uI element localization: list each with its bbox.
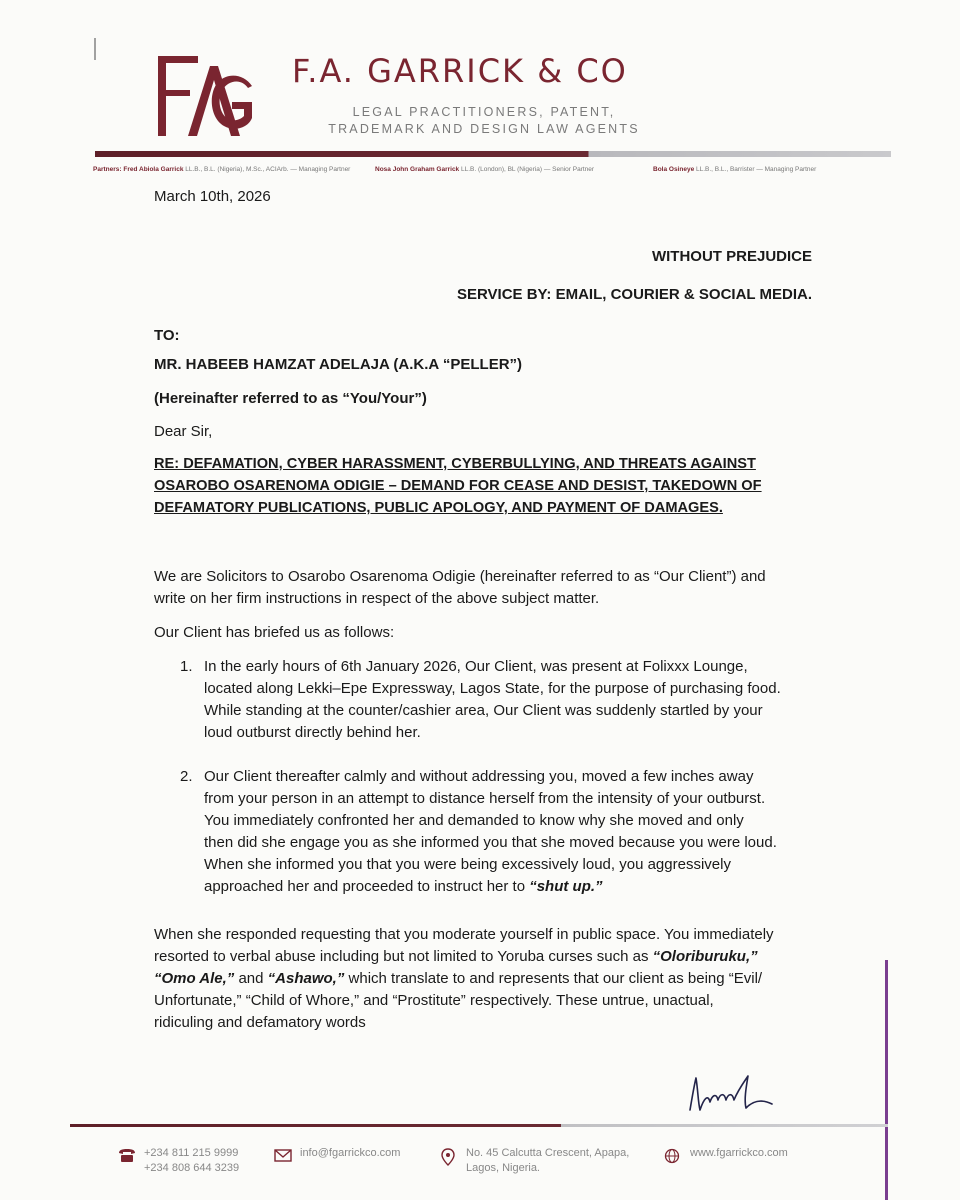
without-prejudice-marking: WITHOUT PREJUDICE xyxy=(651,248,812,265)
text-line: loud outburst directly behind her. xyxy=(204,724,421,741)
service-line: SERVICE BY: EMAIL, COURIER & SOCIAL MEDIA. xyxy=(456,286,812,303)
partner-name: Nosa John Graham Garrick xyxy=(375,166,460,173)
quoted-phrase: “shut up.” xyxy=(529,878,603,895)
partner-detail: LL.B., B.L., Barrister — Managing Partner xyxy=(696,166,817,173)
phone-icon xyxy=(118,1148,136,1162)
phone-number: +234 811 215 9999 xyxy=(144,1147,239,1159)
text-line: You immediately confronted her and demanded to know why she moved and only xyxy=(204,812,744,829)
subject-line: RE: DEFAMATION, CYBER HARASSMENT, CYBERBULLYING, AND THREATS AGAINST xyxy=(154,456,756,472)
text-line: When she informed you that you were being excessively loud, you aggressively xyxy=(204,856,731,873)
website-url: www.fgarrickco.com xyxy=(690,1147,788,1159)
text-line: Our Client thereafter calmly and without addressing you, moved a few inches away xyxy=(204,768,754,785)
text-line xyxy=(154,946,774,968)
recipient-name: MR. HABEEB HAMZAT ADELAJA (A.K.A “PELLER”) xyxy=(154,356,523,373)
text-run: which translate to and represents that our client as being “Evil/ xyxy=(344,970,763,987)
firm-name: F.A. GARRICK & CO xyxy=(292,52,628,90)
globe-icon xyxy=(664,1148,680,1164)
intro-paragraph xyxy=(154,566,766,610)
list-number: 1. xyxy=(180,658,193,675)
text-line: Our Client has briefed us as follows: xyxy=(154,624,395,641)
text-line: from your person in an attempt to distance herself from the intensity of your outburst. xyxy=(204,790,766,807)
firm-subtitle-line: LEGAL PRACTITIONERS, PATENT, xyxy=(352,105,616,119)
partner-name: Bola Osineye xyxy=(653,166,695,173)
quoted-phrase: “Oloriburuku,” xyxy=(652,948,758,965)
partner-detail: LL.B., B.L. (Nigeria), M.Sc., ACIArb. — Managing Partner xyxy=(185,166,351,173)
header-rule xyxy=(95,151,891,157)
quoted-phrase: “Ashawo,” xyxy=(267,970,345,987)
letter-date: March 10th, 2026 xyxy=(154,188,271,205)
text-line: Unfortunate,” “Child of Whore,” and “Prostitute” respectively. These untrue, unactual, xyxy=(154,992,714,1009)
scan-mark xyxy=(94,38,96,60)
margin-mark xyxy=(885,960,888,1200)
phone-number: +234 808 644 3239 xyxy=(144,1162,240,1174)
subject-heading xyxy=(154,453,814,519)
text-line: When she responded requesting that you moderate yourself in public space. You immediately xyxy=(154,926,774,943)
text-run: and xyxy=(234,970,268,987)
text-line: write on her firm instructions in respect of the above subject matter. xyxy=(154,590,600,607)
abuse-paragraph xyxy=(154,924,774,1034)
partners-line xyxy=(93,166,893,180)
subject-line: OSAROBO OSARENOMA ODIGIE – DEMAND FOR CEASE AND DESIST, TAKEDOWN OF xyxy=(154,478,762,494)
address-line: No. 45 Calcutta Crescent, Apapa, xyxy=(466,1147,630,1159)
list-number: 2. xyxy=(180,768,193,785)
signature-icon xyxy=(686,1068,776,1118)
list-item-1 xyxy=(204,656,781,744)
salutation: Dear Sir, xyxy=(154,423,213,440)
text-line xyxy=(204,876,777,898)
briefed-paragraph xyxy=(154,622,394,644)
address-line: Lagos, Nigeria. xyxy=(466,1162,540,1174)
to-label: TO: xyxy=(154,327,180,344)
text-line: In the early hours of 6th January 2026, Our Client, was present at Folixxx Lounge, xyxy=(204,658,748,675)
partner-detail: LL.B. (London), BL (Nigeria) — Senior Partner xyxy=(460,166,595,173)
text-run: approached her and proceeded to instruct her to xyxy=(204,878,530,895)
text-line: ridiculing and defamatory words xyxy=(154,1014,366,1031)
email-address: info@fgarrickco.com xyxy=(300,1147,401,1159)
firm-subtitle-line: TRADEMARK AND DESIGN LAW AGENTS xyxy=(328,122,640,136)
text-line: We are Solicitors to Osarobo Osarenoma Odigie (hereinafter referred to as “Our Client”) and xyxy=(154,568,766,585)
subject-line: DEFAMATORY PUBLICATIONS, PUBLIC APOLOGY, AND PAYMENT OF DAMAGES. xyxy=(154,500,723,516)
fag-logo-icon xyxy=(158,56,254,136)
text-line: While standing at the counter/cashier area, Our Client was suddenly startled by your xyxy=(204,702,763,719)
hereinafter-note: (Hereinafter referred to as “You/Your”) xyxy=(154,390,427,407)
footer-rule xyxy=(70,1124,888,1127)
firm-subtitle xyxy=(314,104,654,138)
location-pin-icon xyxy=(440,1148,456,1166)
text-run: resorted to verbal abuse including but not limited to Yoruba curses such as xyxy=(154,948,653,965)
text-line xyxy=(154,968,774,990)
text-line: then did she engage you as she informed you that she moved because you were loud. xyxy=(204,834,777,851)
quoted-phrase: “Omo Ale,” xyxy=(154,970,235,987)
list-item-2 xyxy=(204,766,777,898)
email-icon xyxy=(274,1148,292,1162)
partner-name: Partners: Fred Abiola Garrick xyxy=(93,166,184,173)
text-line: located along Lekki–Epe Expressway, Lagos State, for the purpose of purchasing food. xyxy=(204,680,781,697)
